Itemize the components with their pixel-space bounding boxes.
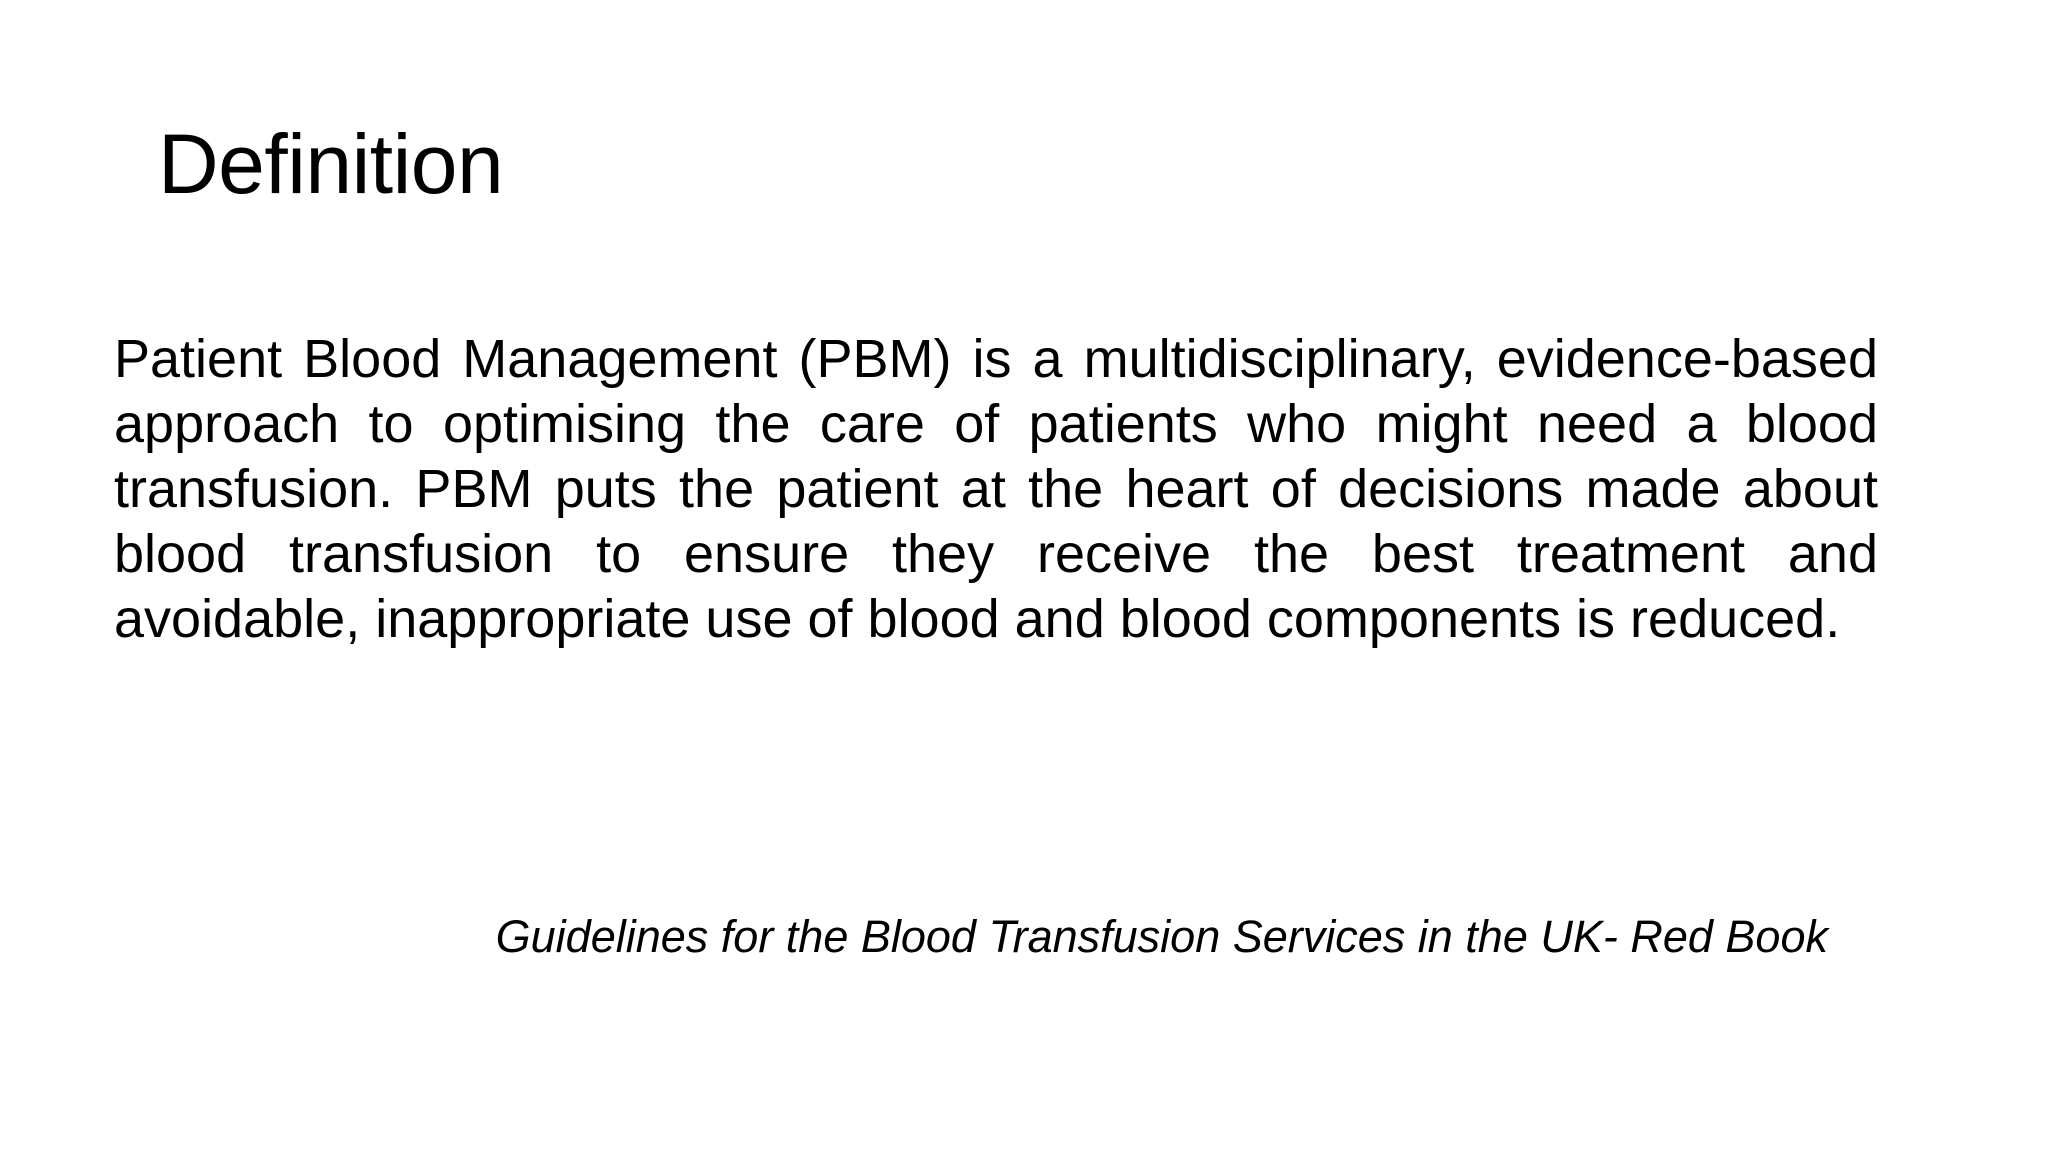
definition-paragraph: Patient Blood Management (PBM) is a multidisciplinary, evidence-based approach to optimising the care of patients who might need a blood transfusion. PBM puts the patient at the heart of decisions made about blood transfusion to ensure they receive the best treatment and avoidable, inappropriate use of blood and blood components is reduced. xyxy=(114,329,1878,649)
source-citation: Guidelines for the Blood Transfusion Services in the UK- Red Book xyxy=(495,911,1828,962)
slide-title: Definition xyxy=(158,117,504,211)
